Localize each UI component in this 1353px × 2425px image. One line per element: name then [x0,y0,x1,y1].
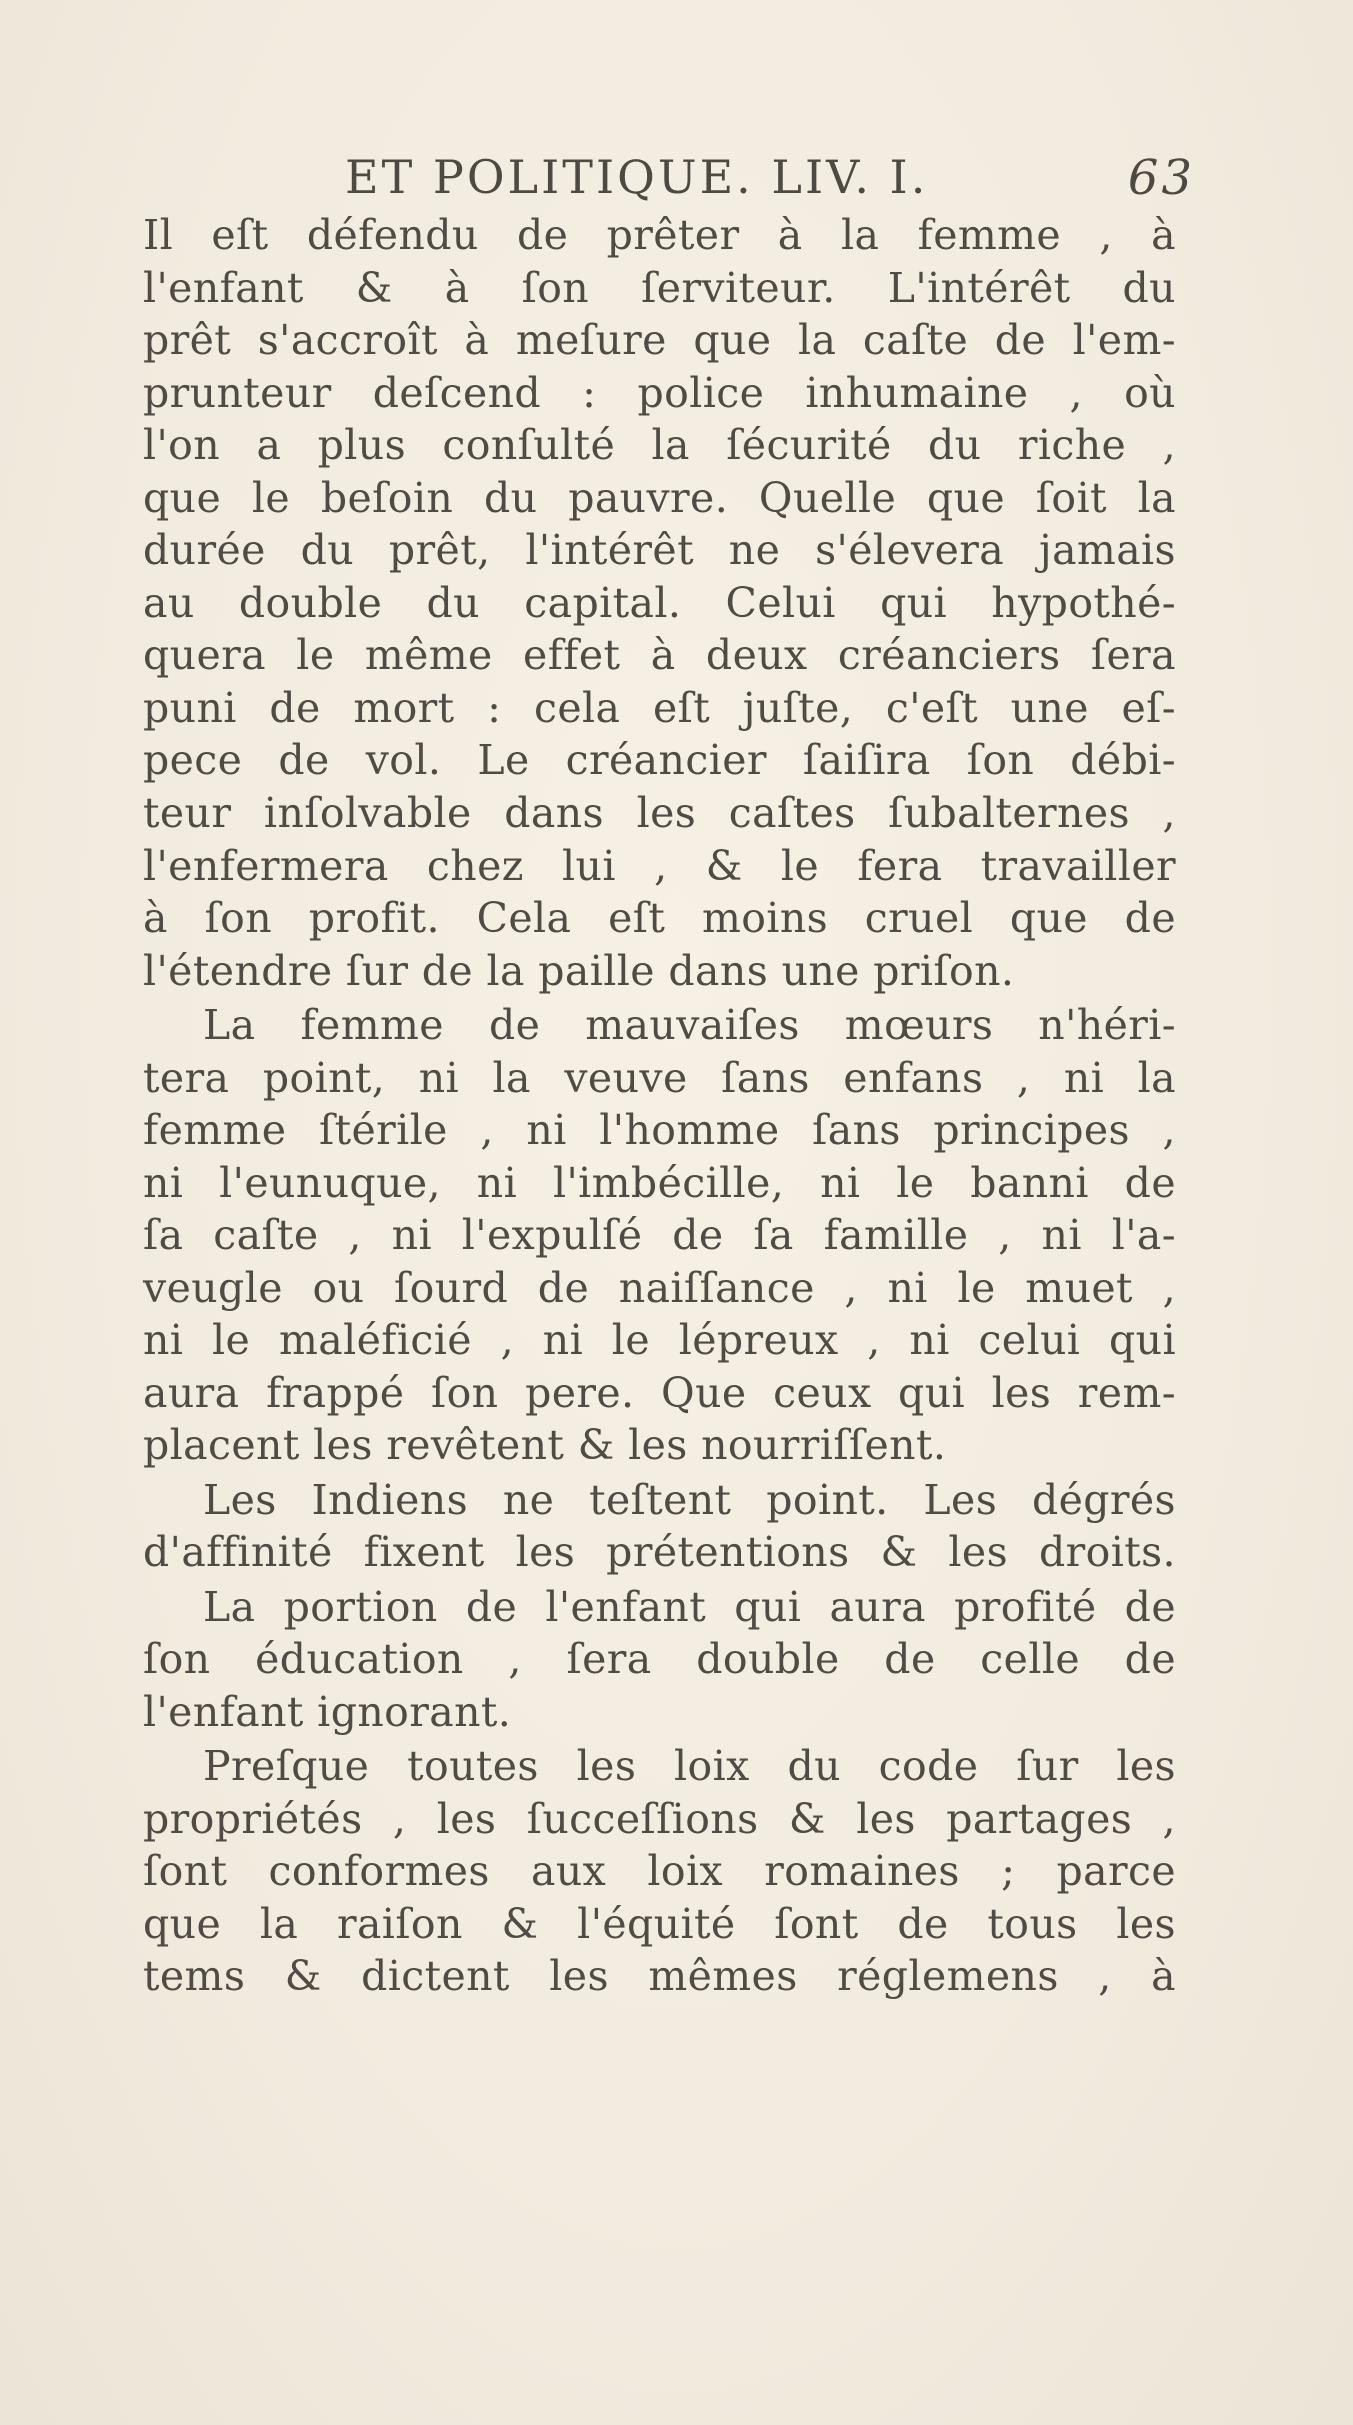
text-line: l'on a plus conſulté la ſécurité du riche , [143,421,1176,469]
text-line: au double du capital. Celui qui hypothé- [143,579,1176,627]
text-line: ni l'eunuque, ni l'imbécille, ni le banni de [143,1159,1176,1207]
text-line: l'enfant ignorant. [143,1688,512,1736]
text-line: Il eſt défendu de prêter à la femme , à [143,211,1176,259]
text-line: femme ſtérile , ni l'homme ſans principes , [143,1106,1176,1154]
text-line: La portion de l'enfant qui aura profité de [203,1583,1176,1631]
text-line: l'enfermera chez lui , & le fera travailler [143,842,1176,890]
text-line: Les Indiens ne teſtent point. Les dégrés [203,1476,1176,1524]
text-line: d'affinité fixent les prétentions & les droits. [143,1528,1176,1576]
text-line: teur inſolvable dans les caſtes ſubalternes , [143,789,1176,837]
text-line: ni le maléficié , ni le lépreux , ni celui qui [143,1316,1176,1364]
text-line: durée du prêt, l'intérêt ne s'élevera jamais [143,526,1176,574]
text-line: ſon éducation , ſera double de celle de [143,1635,1176,1683]
text-line: La femme de mauvaiſes mœurs n'héri- [203,1001,1176,1049]
page-header [345,150,1195,210]
text-line: placent les revêtent & les nourriſſent. [143,1421,947,1469]
text-line: puni de mort : cela eſt juſte, c'eſt une eſ- [143,684,1176,732]
text-line: que le beſoin du pauvre. Quelle que ſoit la [143,474,1176,522]
text-line: l'étendre ſur de la paille dans une priſon. [143,947,1015,995]
text-line: ſa caſte , ni l'expulſé de ſa famille , ni l'a- [143,1211,1176,1259]
text-line: veugle ou ſourd de naiſſance , ni le muet , [143,1264,1176,1312]
text-line: prunteur deſcend : police inhumaine , où [143,369,1176,417]
text-line: à ſon profit. Cela eſt moins cruel que de [143,894,1176,942]
running-title: ET POLITIQUE. LIV. I. [345,150,929,204]
text-line: aura frappé ſon pere. Que ceux qui les rem- [143,1369,1176,1417]
text-line: l'enfant & à ſon ſerviteur. L'intérêt du [143,264,1176,312]
page-number: 63 [1127,150,1195,206]
text-line: ſont conformes aux loix romaines ; parce [143,1847,1176,1895]
text-line: Preſque toutes les loix du code ſur les [203,1742,1176,1790]
text-line: tems & dictent les mêmes réglemens , à [143,1952,1176,2000]
text-line: quera le même effet à deux créanciers ſera [143,631,1176,679]
text-line: prêt s'accroît à meſure que la caſte de l'em- [143,316,1176,364]
text-line: que la raiſon & l'équité ſont de tous les [143,1900,1176,1948]
text-line: propriétés , les ſucceſſions & les partages , [143,1795,1176,1843]
text-line: pece de vol. Le créancier ſaiſira ſon débi- [143,736,1176,784]
text-line: tera point, ni la veuve ſans enfans , ni la [143,1054,1176,1102]
